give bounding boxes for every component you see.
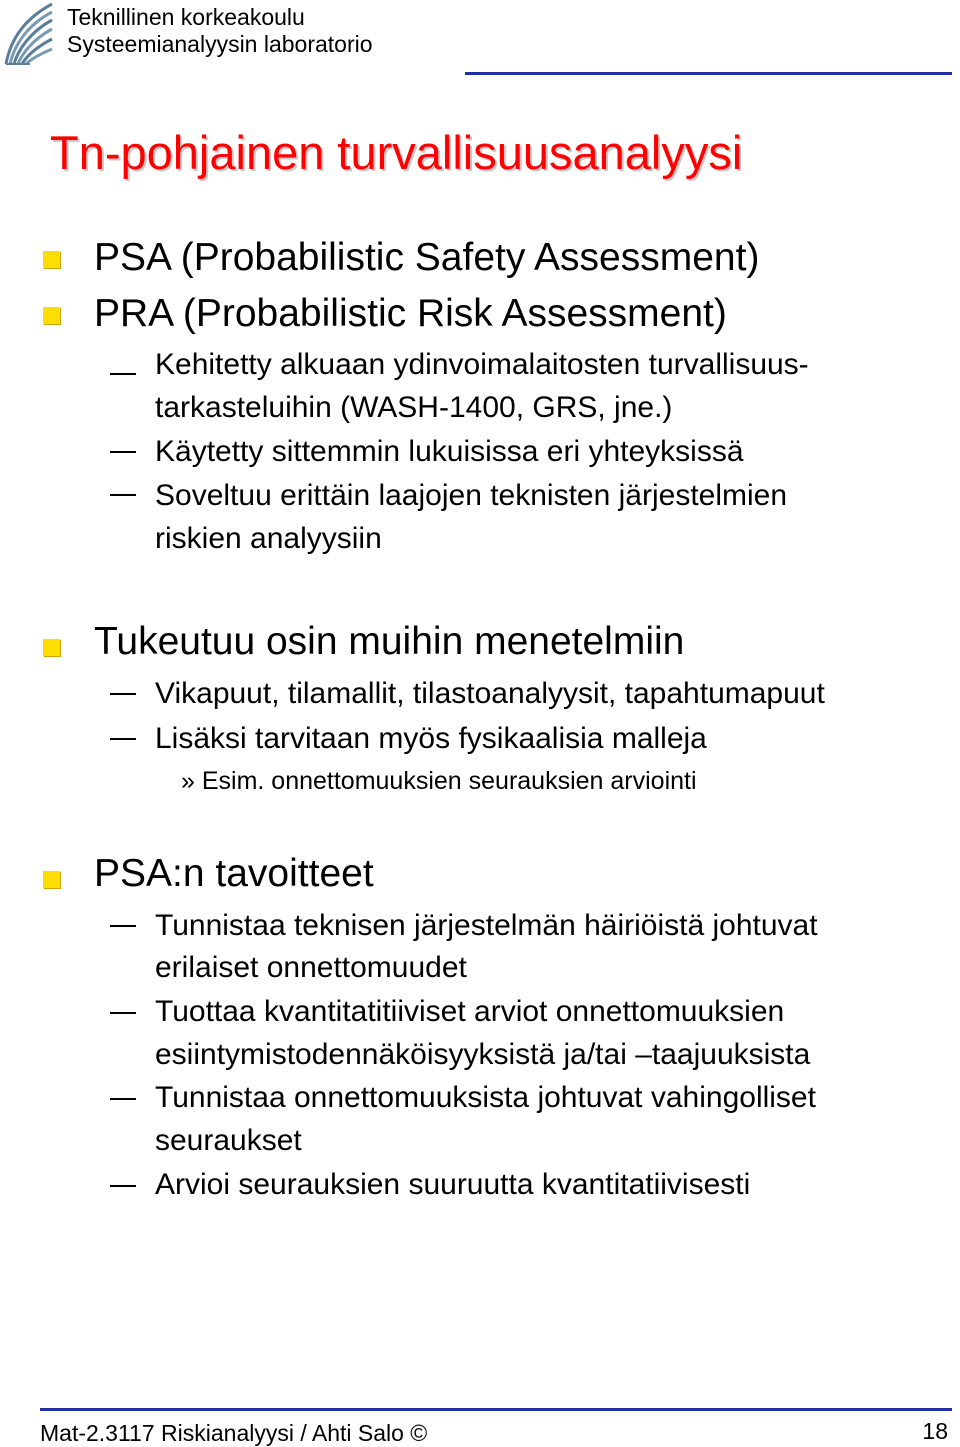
dash-icon (110, 1185, 136, 1187)
header-divider (465, 72, 952, 75)
bullet-square-icon (43, 639, 60, 656)
bullet-item: PRA (Probabilistic Risk Assessment) (94, 292, 727, 335)
sub-item: Soveltuu erittäin laajojen teknisten järjestelmien (155, 479, 788, 512)
footer-divider (40, 1408, 952, 1411)
bullet-square-icon (43, 871, 60, 888)
sub-item-continuation: esiintymistodennäköisyyksistä ja/tai –taajuuksista (155, 1038, 811, 1071)
dash-icon (110, 451, 136, 453)
sub-item-continuation: tarkasteluihin (WASH-1400, GRS, jne.) (155, 391, 673, 424)
page-number: 18 (922, 1418, 948, 1444)
sub-item-continuation: seuraukset (155, 1124, 302, 1157)
sub-item: Arvioi seurauksien suuruutta kvantitatiivisesti (155, 1168, 751, 1201)
sub-item-continuation: erilaiset onnettomuudet (155, 951, 467, 984)
dash-icon (110, 738, 136, 740)
sub-item: Käytetty sittemmin lukuisissa eri yhteyksissä (155, 435, 744, 468)
bullet-square-icon (43, 307, 60, 324)
sub-item: Tuottaa kvantitatitiiviset arviot onnettomuuksien (155, 995, 785, 1028)
dash-icon (110, 1012, 136, 1014)
bullet-item: PSA:n tavoitteet (94, 852, 374, 895)
header-institution: Teknillinen korkeakoulu (67, 4, 305, 30)
dash-icon (110, 925, 136, 927)
dash-icon (110, 1098, 136, 1100)
bullet-square-icon (43, 251, 60, 268)
sub-item: Vikapuut, tilamallit, tilastoanalyysit, tapahtumapuut (155, 677, 825, 710)
bullet-item: Tukeutuu osin muihin menetelmiin (94, 620, 685, 663)
sub-sub-item: » Esim. onnettomuuksien seurauksien arviointi (181, 767, 697, 795)
sub-item: Kehitetty alkuaan ydinvoimalaitosten turvallisuus- (155, 348, 809, 381)
university-logo-icon (2, 2, 56, 66)
dash-icon (110, 693, 136, 695)
sub-item: Lisäksi tarvitaan myös fysikaalisia malleja (155, 722, 707, 755)
dash-icon (110, 373, 136, 375)
slide-title: Tn-pohjainen turvallisuusanalyysi (50, 126, 743, 179)
sub-item: Tunnistaa onnettomuuksista johtuvat vahingolliset (155, 1081, 816, 1114)
sub-item-continuation: riskien analyysiin (155, 522, 382, 555)
header-laboratory: Systeemianalyysin laboratorio (67, 31, 373, 57)
footer-course: Mat-2.3117 Riskianalyysi / Ahti Salo © (40, 1420, 428, 1446)
bullet-item: PSA (Probabilistic Safety Assessment) (94, 236, 760, 279)
sub-item: Tunnistaa teknisen järjestelmän häiriöistä johtuvat (155, 909, 818, 942)
dash-icon (110, 494, 136, 496)
